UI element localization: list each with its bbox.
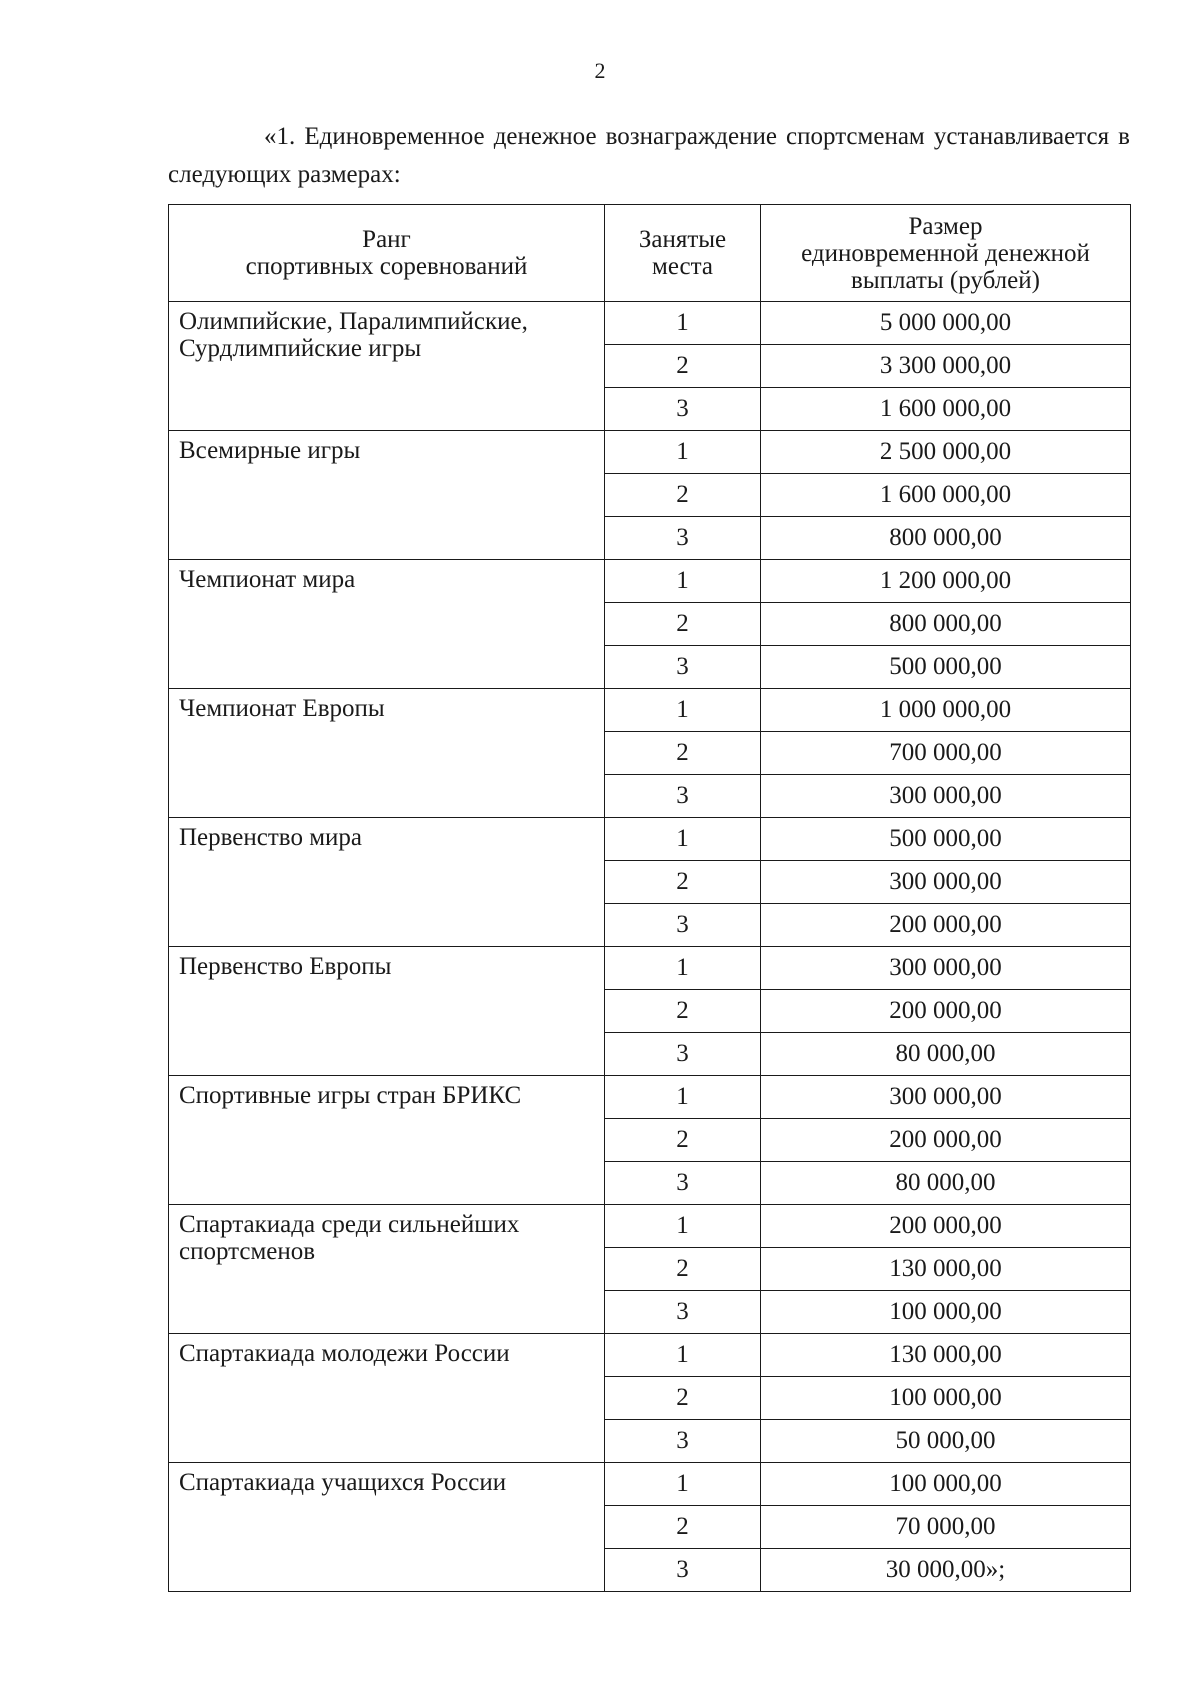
intro-paragraph: «1. Единовременное денежное вознаграждение спортсменам устанавливается в следующих размерах: — [168, 123, 1130, 188]
place-cell: 1 — [605, 1205, 761, 1248]
amount-cell: 800 000,00 — [761, 603, 1131, 646]
table-row — [169, 1334, 1131, 1377]
amount-cell: 70 000,00 — [761, 1506, 1131, 1549]
place-cell: 2 — [605, 474, 761, 517]
header-places-line: места — [652, 253, 713, 280]
header-amount-line: единовременной денежной — [801, 239, 1090, 267]
place-cell: 2 — [605, 1506, 761, 1549]
place-cell: 3 — [605, 904, 761, 947]
header-rank-line: спортивных соревнований — [245, 253, 528, 280]
amount-cell: 500 000,00 — [761, 646, 1131, 689]
amount-cell: 130 000,00 — [761, 1334, 1131, 1377]
header-places — [605, 205, 761, 302]
amount-cell: 300 000,00 — [761, 947, 1131, 990]
place-cell: 2 — [605, 1248, 761, 1291]
header-rank — [169, 205, 605, 302]
rank-cell: Спартакиада учащихся России — [169, 1463, 605, 1592]
amount-cell: 200 000,00 — [761, 1119, 1131, 1162]
place-cell: 3 — [605, 1162, 761, 1205]
place-cell: 1 — [605, 1463, 761, 1506]
place-cell: 3 — [605, 1291, 761, 1334]
rank-cell: Спартакиада среди сильнейших спортсменов — [169, 1205, 605, 1334]
place-cell: 3 — [605, 517, 761, 560]
rank-cell: Первенство Европы — [169, 947, 605, 1076]
amount-cell: 80 000,00 — [761, 1033, 1131, 1076]
place-cell: 2 — [605, 990, 761, 1033]
amount-cell: 300 000,00 — [761, 775, 1131, 818]
amount-cell: 1 600 000,00 — [761, 388, 1131, 431]
place-cell: 3 — [605, 1549, 761, 1592]
place-cell: 2 — [605, 861, 761, 904]
header-places-line: Занятые — [638, 226, 727, 253]
place-cell: 3 — [605, 1033, 761, 1076]
rank-cell: Всемирные игры — [169, 431, 605, 560]
amount-cell: 800 000,00 — [761, 517, 1131, 560]
rank-cell: Чемпионат Европы — [169, 689, 605, 818]
table-row — [169, 818, 1131, 861]
place-cell: 3 — [605, 646, 761, 689]
place-cell: 1 — [605, 947, 761, 990]
rank-cell: Первенство мира — [169, 818, 605, 947]
amount-cell: 300 000,00 — [761, 1076, 1131, 1119]
place-cell: 2 — [605, 603, 761, 646]
amount-cell: 700 000,00 — [761, 732, 1131, 775]
place-cell: 1 — [605, 1076, 761, 1119]
amount-cell: 100 000,00 — [761, 1377, 1131, 1420]
place-cell: 2 — [605, 1377, 761, 1420]
rank-cell: Олимпийские, Паралимпийские, Сурдлимпийские игры — [169, 302, 605, 431]
rank-cell: Чемпионат мира — [169, 560, 605, 689]
table-row — [169, 1205, 1131, 1248]
table-row — [169, 431, 1131, 474]
amount-cell: 200 000,00 — [761, 1205, 1131, 1248]
amount-cell: 3 300 000,00 — [761, 345, 1131, 388]
table-row — [169, 689, 1131, 732]
place-cell: 2 — [605, 1119, 761, 1162]
table-row — [169, 302, 1131, 345]
amount-cell: 1 600 000,00 — [761, 474, 1131, 517]
amount-cell: 100 000,00 — [761, 1463, 1131, 1506]
place-cell: 1 — [605, 1334, 761, 1377]
table-row — [169, 1076, 1131, 1119]
amount-cell: 5 000 000,00 — [761, 302, 1131, 345]
place-cell: 3 — [605, 775, 761, 818]
amount-cell: 50 000,00 — [761, 1420, 1131, 1463]
place-cell: 3 — [605, 388, 761, 431]
header-amount-line: выплаты (рублей) — [851, 266, 1040, 294]
header-amount-line: Размер — [908, 212, 983, 240]
table-row — [169, 1463, 1131, 1506]
amount-cell: 80 000,00 — [761, 1162, 1131, 1205]
place-cell: 2 — [605, 345, 761, 388]
rank-cell: Спартакиада молодежи России — [169, 1334, 605, 1463]
place-cell: 1 — [605, 302, 761, 345]
amount-cell: 1 000 000,00 — [761, 689, 1131, 732]
amount-cell: 30 000,00»; — [761, 1549, 1131, 1592]
awards-table — [168, 204, 1131, 1592]
place-cell: 1 — [605, 560, 761, 603]
table-row — [169, 947, 1131, 990]
table-row — [169, 560, 1131, 603]
place-cell: 2 — [605, 732, 761, 775]
rank-cell: Спортивные игры стран БРИКС — [169, 1076, 605, 1205]
header-rank-line: Ранг — [362, 226, 411, 253]
amount-cell: 100 000,00 — [761, 1291, 1131, 1334]
amount-cell: 300 000,00 — [761, 861, 1131, 904]
table-header-row — [169, 205, 1131, 302]
amount-cell: 1 200 000,00 — [761, 560, 1131, 603]
place-cell: 1 — [605, 818, 761, 861]
header-amount — [761, 205, 1131, 302]
amount-cell: 130 000,00 — [761, 1248, 1131, 1291]
page-number: 2 — [594, 58, 606, 83]
amount-cell: 2 500 000,00 — [761, 431, 1131, 474]
amount-cell: 200 000,00 — [761, 904, 1131, 947]
place-cell: 3 — [605, 1420, 761, 1463]
amount-cell: 200 000,00 — [761, 990, 1131, 1033]
place-cell: 1 — [605, 689, 761, 732]
amount-cell: 500 000,00 — [761, 818, 1131, 861]
place-cell: 1 — [605, 431, 761, 474]
